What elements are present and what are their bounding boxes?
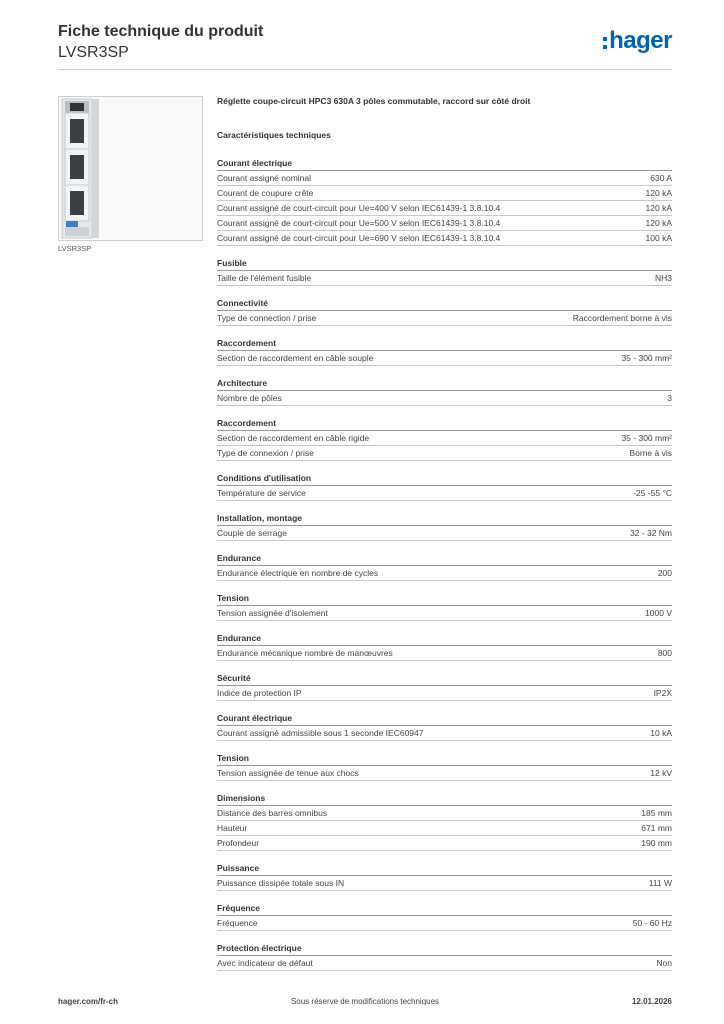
spec-value: Borne à vis bbox=[629, 448, 672, 458]
spec-label: Type de connexion / prise bbox=[217, 448, 314, 458]
section-title: Fréquence bbox=[217, 902, 672, 916]
spec-row bbox=[217, 216, 672, 231]
spec-row bbox=[217, 726, 672, 741]
spec-label: Couple de serrage bbox=[217, 528, 287, 538]
spec-value: 10 kA bbox=[650, 728, 672, 738]
section-title: Raccordement bbox=[217, 337, 672, 351]
spec-row bbox=[217, 351, 672, 366]
spec-label: Courant assigné nominal bbox=[217, 173, 312, 183]
spec-row bbox=[217, 606, 672, 621]
spec-row bbox=[217, 566, 672, 581]
spec-label: Avec indicateur de défaut bbox=[217, 958, 313, 968]
spec-label: Tension assignée d'isolement bbox=[217, 608, 328, 618]
spec-value: NH3 bbox=[654, 273, 672, 283]
spec-row bbox=[217, 186, 672, 201]
specs-heading: Caractéristiques techniques bbox=[217, 130, 331, 140]
spec-row bbox=[217, 171, 672, 186]
spec-label: Courant assigné admissible sous 1 seconde IEC60947 bbox=[217, 728, 424, 738]
spec-label: Endurance mécanique nombre de manœuvres bbox=[217, 648, 393, 658]
fuse-rail-image bbox=[59, 97, 202, 240]
footer-date: 12.01.2026 bbox=[631, 997, 672, 1006]
spec-value: 200 bbox=[657, 568, 672, 578]
image-caption: LVSR3SP bbox=[58, 244, 92, 253]
spec-value: 630 A bbox=[650, 173, 672, 183]
spec-section bbox=[217, 157, 672, 246]
section-title: Raccordement bbox=[217, 417, 672, 431]
section-title: Dimensions bbox=[217, 792, 672, 806]
page-title: Fiche technique du produit bbox=[58, 23, 264, 40]
spec-label: Profondeur bbox=[217, 838, 260, 848]
hager-logo bbox=[603, 26, 672, 56]
spec-section bbox=[217, 472, 672, 501]
spec-value: 35 - 300 mm² bbox=[621, 353, 672, 363]
footer-website: hager.com/fr-ch bbox=[58, 997, 119, 1006]
spec-value: 3 bbox=[667, 393, 672, 403]
footer-notice: Sous réserve de modifications techniques bbox=[290, 997, 440, 1006]
section-title: Connectivité bbox=[217, 297, 672, 311]
spec-row bbox=[217, 821, 672, 836]
spec-label: Nombre de pôles bbox=[217, 393, 282, 403]
spec-value: -25 -55 °C bbox=[633, 488, 672, 498]
spec-row bbox=[217, 916, 672, 931]
section-title: Courant électrique bbox=[217, 712, 672, 726]
spec-label: Température de service bbox=[217, 488, 306, 498]
spec-value: 120 kA bbox=[645, 188, 672, 198]
section-title: Tension bbox=[217, 752, 672, 766]
brand-name: hager bbox=[609, 27, 672, 54]
product-description: Réglette coupe-circuit HPC3 630A 3 pôles commutable, raccord sur côté droit bbox=[217, 96, 531, 106]
spec-label: Taille de l'élément fusible bbox=[217, 273, 312, 283]
spec-value: 12 kV bbox=[650, 768, 672, 778]
spec-section bbox=[217, 337, 672, 366]
spec-value: 190 mm bbox=[641, 838, 672, 848]
spec-section bbox=[217, 512, 672, 541]
spec-row bbox=[217, 646, 672, 661]
spec-section bbox=[217, 297, 672, 326]
spec-value: 671 mm bbox=[641, 823, 672, 833]
section-title: Puissance bbox=[217, 862, 672, 876]
spec-row bbox=[217, 806, 672, 821]
spec-row bbox=[217, 311, 672, 326]
spec-value: 185 mm bbox=[641, 808, 672, 818]
spec-section bbox=[217, 417, 672, 461]
spec-row bbox=[217, 391, 672, 406]
spec-section bbox=[217, 902, 672, 931]
spec-label: Endurance électrique en nombre de cycles bbox=[217, 568, 379, 578]
section-title: Sécurité bbox=[217, 672, 672, 686]
page-header bbox=[58, 20, 672, 70]
spec-row bbox=[217, 201, 672, 216]
spec-label: Section de raccordement en câble souple bbox=[217, 353, 374, 363]
spec-row bbox=[217, 446, 672, 461]
section-title: Endurance bbox=[217, 632, 672, 646]
spec-value: 50 - 60 Hz bbox=[632, 918, 672, 928]
spec-label: Tension assignée de tenue aux chocs bbox=[217, 768, 359, 778]
section-title: Tension bbox=[217, 592, 672, 606]
spec-label: Courant assigné de court-circuit pour Ue=690 V selon IEC61439-1 3.8.10.4 bbox=[217, 233, 501, 243]
spec-row bbox=[217, 231, 672, 246]
spec-label: Courant assigné de court-circuit pour Ue=500 V selon IEC61439-1 3.8.10.4 bbox=[217, 218, 501, 228]
spec-section bbox=[217, 752, 672, 781]
spec-section bbox=[217, 552, 672, 581]
spec-value: 120 kA bbox=[645, 203, 672, 213]
logo-dots-icon bbox=[603, 37, 607, 49]
spec-value: 111 W bbox=[648, 878, 672, 888]
spec-label: Distance des barres omnibus bbox=[217, 808, 328, 818]
section-title: Conditions d'utilisation bbox=[217, 472, 672, 486]
spec-value: 120 kA bbox=[645, 218, 672, 228]
spec-label: Type de connection / prise bbox=[217, 313, 317, 323]
section-title: Endurance bbox=[217, 552, 672, 566]
spec-row bbox=[217, 271, 672, 286]
spec-content bbox=[217, 96, 672, 982]
product-image bbox=[58, 96, 203, 241]
spec-label: Fréquence bbox=[217, 918, 258, 928]
spec-section bbox=[217, 672, 672, 701]
product-reference: LVSR3SP bbox=[58, 44, 129, 61]
spec-row bbox=[217, 766, 672, 781]
spec-section bbox=[217, 377, 672, 406]
spec-value: Non bbox=[656, 958, 672, 968]
section-title: Courant électrique bbox=[217, 157, 672, 171]
spec-row bbox=[217, 486, 672, 501]
spec-value: 32 - 32 Nm bbox=[629, 528, 672, 538]
spec-label: Courant de coupure crête bbox=[217, 188, 314, 198]
spec-value: 1000 V bbox=[645, 608, 672, 618]
spec-row bbox=[217, 526, 672, 541]
spec-value: Raccordement borne à vis bbox=[572, 313, 672, 323]
spec-section bbox=[217, 942, 672, 971]
spec-row bbox=[217, 876, 672, 891]
spec-section bbox=[217, 632, 672, 661]
spec-section bbox=[217, 592, 672, 621]
spec-section bbox=[217, 792, 672, 851]
spec-row bbox=[217, 686, 672, 701]
spec-sections bbox=[217, 157, 672, 971]
spec-row bbox=[217, 836, 672, 851]
spec-row bbox=[217, 956, 672, 971]
header-divider bbox=[58, 69, 672, 70]
section-title: Architecture bbox=[217, 377, 672, 391]
spec-label: Puissance dissipée totale sous IN bbox=[217, 878, 345, 888]
section-title: Protection électrique bbox=[217, 942, 672, 956]
spec-value: 800 bbox=[657, 648, 672, 658]
section-title: Fusible bbox=[217, 257, 672, 271]
spec-section bbox=[217, 862, 672, 891]
spec-section bbox=[217, 257, 672, 286]
spec-value: 35 - 300 mm² bbox=[621, 433, 672, 443]
spec-label: Hauteur bbox=[217, 823, 248, 833]
section-title: Installation, montage bbox=[217, 512, 672, 526]
spec-label: Section de raccordement en câble rigide bbox=[217, 433, 370, 443]
spec-row bbox=[217, 431, 672, 446]
spec-label: Courant assigné de court-circuit pour Ue=400 V selon IEC61439-1 3.8.10.4 bbox=[217, 203, 501, 213]
spec-label: Indice de protection IP bbox=[217, 688, 302, 698]
spec-value: 100 kA bbox=[645, 233, 672, 243]
spec-value: IP2X bbox=[653, 688, 672, 698]
spec-section bbox=[217, 712, 672, 741]
